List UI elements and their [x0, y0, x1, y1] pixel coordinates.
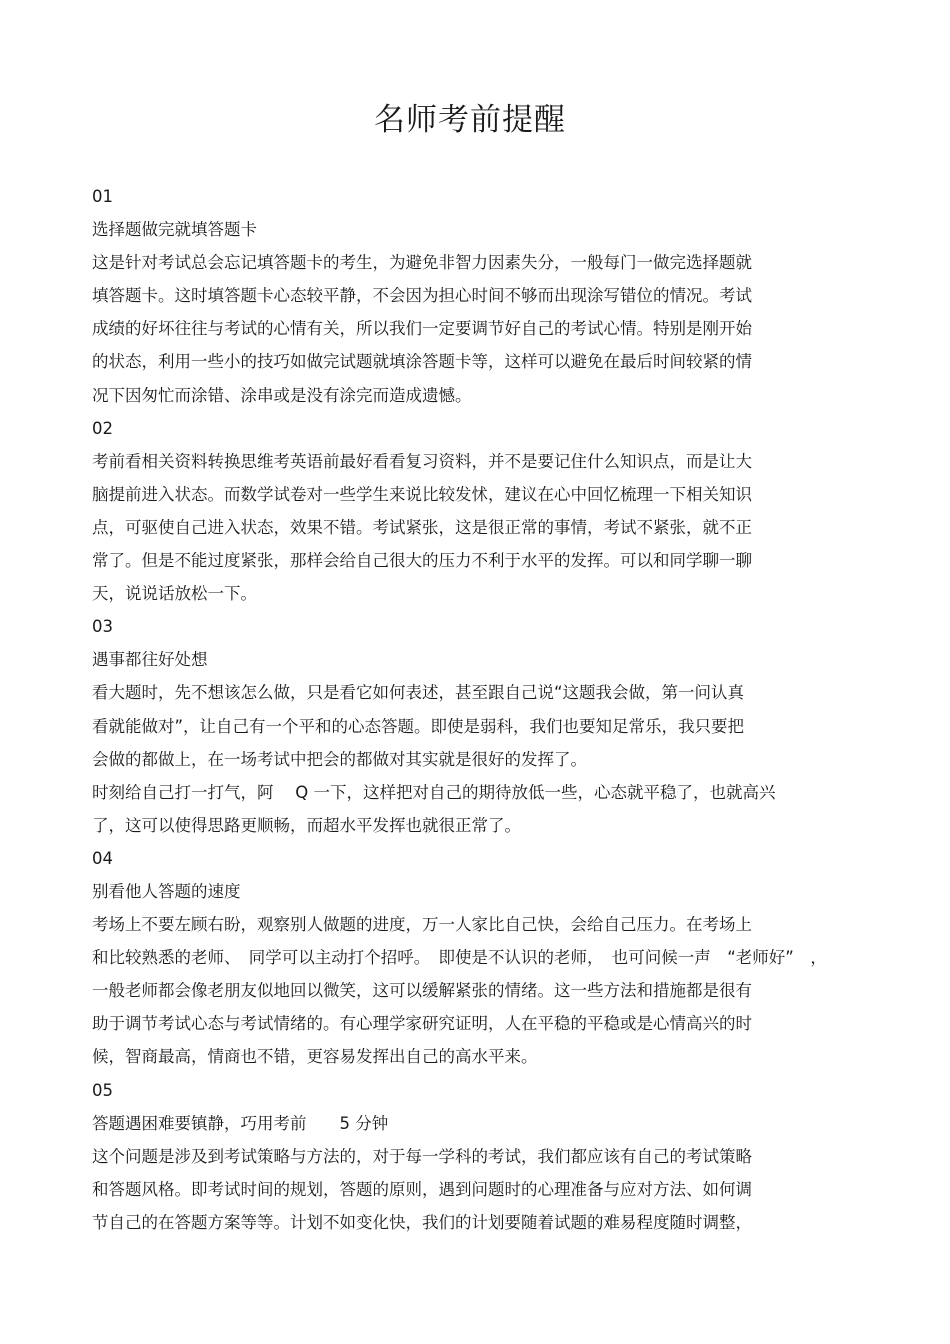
- paragraph-line: 一般老师都会像老朋友似地回以微笑，这可以缓解紧张的情绪。这一些方法和措施都是很有: [92, 981, 752, 1001]
- section-number: 05: [92, 1080, 113, 1100]
- paragraph-line: 点，可驱使自己进入状态，效果不错。考试紧张，这是很正常的事情，考试不紧张，就不正: [92, 517, 752, 537]
- section-heading: 别看他人答题的速度: [92, 881, 241, 901]
- section-05: [92, 1074, 872, 1239]
- paragraph-line: 这个问题是涉及到考试策略与方法的，对于每一学科的考试，我们都应该有自己的考试策略: [92, 1146, 752, 1166]
- document-body: [92, 180, 872, 1239]
- section-number: 03: [92, 617, 113, 637]
- paragraph-line: 填答题卡。这时填答题卡心态较平静，不会因为担心时间不够而出现涂写错位的情况。考试: [92, 286, 752, 306]
- section-heading: 答题遇困难要镇静，巧用考前 5 分钟: [92, 1113, 389, 1133]
- paragraph-line: 考前看相关资料转换思维考英语前最好看看复习资料，并不是要记住什么知识点，而是让大: [92, 451, 752, 471]
- paragraph-line: 时刻给自己打一打气，阿 Q 一下，这样把对自己的期待放低一些，心态就平稳了，也就高兴: [92, 782, 776, 802]
- paragraph-line: 成绩的好坏往往与考试的心情有关，所以我们一定要调节好自己的考试心情。特别是刚开始: [92, 319, 752, 339]
- section-01: [92, 180, 872, 412]
- paragraph-line: 会做的都做上，在一场考试中把会的都做对其实就是很好的发挥了。: [92, 749, 587, 769]
- section-04: [92, 842, 872, 1074]
- section-02: [92, 412, 872, 611]
- paragraph-line: 候，智商最高，情商也不错，更容易发挥出自己的高水平来。: [92, 1047, 538, 1067]
- paragraph-line: 节自己的在答题方案等等。计划不如变化快，我们的计划要随着试题的难易程度随时调整，: [92, 1212, 752, 1232]
- section-03: [92, 610, 872, 842]
- paragraph-line: 和比较熟悉的老师、 同学可以主动打个招呼。 即使是不认识的老师， 也可问候一声 “老师好” ，: [92, 948, 827, 968]
- section-number: 02: [92, 418, 113, 438]
- paragraph-line: 天，说说话放松一下。: [92, 584, 257, 604]
- section-heading: 遇事都往好处想: [92, 650, 208, 670]
- section-heading: 选择题做完就填答题卡: [92, 220, 257, 240]
- paragraph-line: 看大题时，先不想该怎么做，只是看它如何表述，甚至跟自己说“这题我会做，第一问认真: [92, 683, 745, 703]
- paragraph-line: 看就能做对”，让自己有一个平和的心态答题。即使是弱科，我们也要知足常乐，我只要把: [92, 716, 745, 736]
- paragraph-line: 这是针对考试总会忘记填答题卡的考生，为避免非智力因素失分，一般每门一做完选择题就: [92, 253, 752, 273]
- paragraph-line: 助于调节考试心态与考试情绪的。有心理学家研究证明，人在平稳的平稳或是心情高兴的时: [92, 1014, 752, 1034]
- paragraph-line: 常了。但是不能过度紧张，那样会给自己很大的压力不利于水平的发挥。可以和同学聊一聊: [92, 551, 752, 571]
- paragraph-line: 考场上不要左顾右盼，观察别人做题的进度，万一人家比自己快，会给自己压力。在考场上: [92, 915, 752, 935]
- paragraph-line: 的状态，利用一些小的技巧如做完试题就填涂答题卡等，这样可以避免在最后时间较紧的情: [92, 352, 752, 372]
- paragraph-line: 了，这可以使得思路更顺畅，而超水平发挥也就很正常了。: [92, 815, 521, 835]
- page-title: 名师考前提醒: [374, 102, 566, 138]
- paragraph-line: 脑提前进入状态。而数学试卷对一些学生来说比较发怵，建议在心中回忆梳理一下相关知识: [92, 484, 752, 504]
- paragraph-line: 和答题风格。即考试时间的规划，答题的原则，遇到问题时的心理准备与应对方法、如何调: [92, 1179, 752, 1199]
- paragraph-line: 况下因匆忙而涂错、涂串或是没有涂完而造成遗憾。: [92, 385, 472, 405]
- section-number: 04: [92, 848, 113, 868]
- section-number: 01: [92, 187, 113, 206]
